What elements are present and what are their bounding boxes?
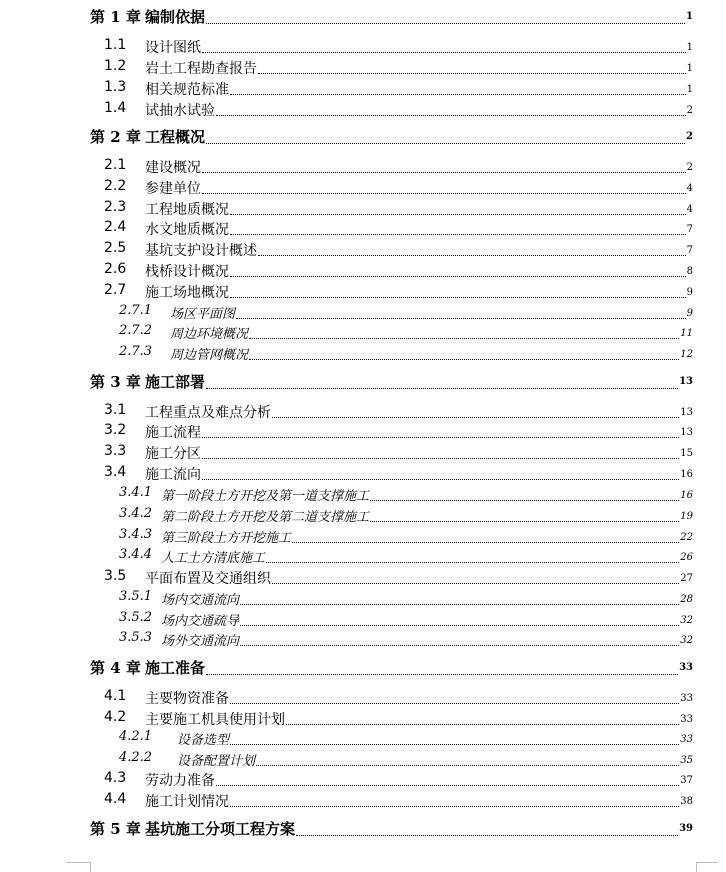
toc-entry-number: 4.4 bbox=[104, 791, 127, 807]
toc-page-number: 12 bbox=[680, 349, 693, 360]
toc-chapter-entry[interactable] bbox=[0, 126, 726, 146]
toc-section-entry[interactable] bbox=[0, 78, 726, 98]
toc-entry-number: 2.7.3 bbox=[119, 344, 153, 359]
toc-entry-title: 主要物资准备 bbox=[145, 691, 229, 707]
toc-dot-leader bbox=[296, 835, 678, 836]
toc-dot-leader bbox=[230, 214, 686, 215]
toc-page-number: 37 bbox=[680, 775, 693, 786]
toc-dot-leader bbox=[240, 625, 679, 626]
toc-section-entry[interactable] bbox=[0, 421, 726, 441]
toc-section-entry[interactable] bbox=[0, 401, 726, 421]
toc-entry-title: 建设概况 bbox=[145, 160, 201, 176]
toc-dot-leader bbox=[206, 674, 678, 675]
toc-section-entry[interactable] bbox=[0, 218, 726, 238]
toc-dot-leader bbox=[230, 297, 686, 298]
toc-page-number: 9 bbox=[686, 308, 693, 319]
toc-page-number: 28 bbox=[680, 594, 693, 605]
toc-subsection-entry[interactable] bbox=[0, 728, 726, 748]
toc-page-number: 4 bbox=[686, 183, 693, 194]
toc-section-entry[interactable] bbox=[0, 156, 726, 176]
toc-chapter-entry[interactable] bbox=[0, 657, 726, 677]
toc-entry-title: 试抽水试验 bbox=[145, 103, 215, 119]
toc-dot-leader bbox=[206, 23, 685, 24]
toc-section-entry[interactable] bbox=[0, 769, 726, 789]
toc-entry-number: 2.3 bbox=[104, 199, 127, 215]
toc-entry-number: 2.5 bbox=[104, 240, 127, 256]
toc-section-entry[interactable] bbox=[0, 687, 726, 707]
toc-entry-number: 第 2 章 bbox=[90, 128, 141, 146]
toc-entry-number: 第 3 章 bbox=[90, 373, 141, 391]
toc-dot-leader bbox=[202, 52, 686, 53]
toc-dot-leader bbox=[266, 562, 679, 563]
toc-chapter-entry[interactable] bbox=[0, 6, 726, 26]
toc-section-entry[interactable] bbox=[0, 36, 726, 56]
toc-dot-leader bbox=[206, 388, 678, 389]
toc-entry-title: 设备选型 bbox=[177, 733, 230, 748]
toc-entry-title: 设计图纸 bbox=[145, 40, 201, 56]
toc-page-number: 26 bbox=[680, 552, 693, 563]
toc-section-entry[interactable] bbox=[0, 281, 726, 301]
toc-dot-leader bbox=[202, 172, 686, 173]
toc-entry-number: 4.2.2 bbox=[119, 750, 153, 765]
toc-dot-leader bbox=[258, 73, 686, 74]
toc-subsection-entry[interactable] bbox=[0, 526, 726, 546]
toc-page-number: 16 bbox=[680, 469, 693, 480]
toc-entry-number: 3.4.4 bbox=[119, 547, 153, 562]
toc-page-number: 7 bbox=[686, 224, 693, 235]
toc-entry-number: 第 4 章 bbox=[90, 659, 141, 677]
toc-entry-title: 周边环境概况 bbox=[170, 327, 249, 342]
toc-entry-number: 第 5 章 bbox=[90, 820, 141, 838]
toc-entry-number: 3.4.3 bbox=[119, 527, 153, 542]
toc-subsection-entry[interactable] bbox=[0, 505, 726, 525]
toc-dot-leader bbox=[216, 115, 686, 116]
toc-page-number: 2 bbox=[686, 162, 693, 173]
toc-page-number: 13 bbox=[680, 407, 693, 418]
toc-dot-leader bbox=[370, 500, 679, 501]
toc-entry-number: 3.5 bbox=[104, 568, 127, 584]
toc-page-number: 38 bbox=[680, 796, 693, 807]
toc-page-number: 22 bbox=[680, 532, 693, 543]
toc-entry-number: 4.3 bbox=[104, 770, 127, 786]
toc-subsection-entry[interactable] bbox=[0, 484, 726, 504]
toc-section-entry[interactable] bbox=[0, 463, 726, 483]
toc-page-number: 1 bbox=[686, 84, 693, 95]
toc-entry-number: 3.4 bbox=[104, 464, 127, 480]
toc-page-number: 19 bbox=[680, 511, 693, 522]
toc-section-entry[interactable] bbox=[0, 708, 726, 728]
toc-page-number: 16 bbox=[680, 490, 693, 501]
toc-page-number: 33 bbox=[680, 734, 693, 745]
toc-entry-title: 第二阶段土方开挖及第二道支撑施工 bbox=[161, 510, 370, 525]
toc-section-entry[interactable] bbox=[0, 198, 726, 218]
toc-page-number: 1 bbox=[686, 11, 693, 22]
toc-subsection-entry[interactable] bbox=[0, 343, 726, 363]
toc-dot-leader bbox=[249, 359, 679, 360]
toc-entry-title: 参建单位 bbox=[145, 181, 201, 197]
toc-section-entry[interactable] bbox=[0, 442, 726, 462]
toc-page-number: 8 bbox=[686, 266, 693, 277]
toc-entry-title: 施工流程 bbox=[145, 425, 201, 441]
toc-entry-title: 施工部署 bbox=[145, 373, 206, 391]
toc-page-number: 7 bbox=[686, 245, 693, 256]
toc-section-entry[interactable] bbox=[0, 239, 726, 259]
toc-entry-title: 施工流向 bbox=[145, 467, 201, 483]
toc-dot-leader bbox=[230, 806, 679, 807]
toc-page-number: 1 bbox=[686, 42, 693, 53]
toc-dot-leader bbox=[202, 479, 679, 480]
toc-dot-leader bbox=[272, 583, 679, 584]
toc-entry-title: 工程重点及难点分析 bbox=[145, 405, 271, 421]
toc-entry-title: 施工分区 bbox=[145, 446, 201, 462]
toc-entry-title: 水文地质概况 bbox=[145, 222, 229, 238]
toc-entry-title: 劳动力准备 bbox=[145, 773, 215, 789]
crop-mark-left-vertical bbox=[90, 862, 91, 872]
toc-section-entry[interactable] bbox=[0, 260, 726, 280]
toc-entry-title: 场内交通疏导 bbox=[161, 614, 240, 629]
toc-page-number: 1 bbox=[686, 63, 693, 74]
toc-page-number: 2 bbox=[686, 131, 693, 142]
toc-dot-leader bbox=[202, 458, 679, 459]
toc-entry-number: 1.4 bbox=[104, 100, 127, 116]
toc-page-number: 13 bbox=[680, 427, 693, 438]
toc-dot-leader bbox=[236, 318, 686, 319]
toc-page-number: 33 bbox=[679, 662, 693, 673]
toc-entry-number: 4.2 bbox=[104, 709, 127, 725]
toc-subsection-entry[interactable] bbox=[0, 546, 726, 566]
toc-page-number: 35 bbox=[680, 755, 693, 766]
crop-mark-right-horizontal bbox=[696, 862, 718, 863]
toc-entry-number: 3.1 bbox=[104, 402, 127, 418]
toc-page-number: 4 bbox=[686, 204, 693, 215]
toc-entry-title: 主要施工机具使用计划 bbox=[145, 712, 285, 728]
toc-dot-leader bbox=[286, 724, 679, 725]
toc-entry-number: 2.4 bbox=[104, 219, 127, 235]
toc-entry-number: 4.2.1 bbox=[119, 729, 153, 744]
toc-entry-title: 施工计划情况 bbox=[145, 794, 229, 810]
toc-entry-title: 人工土方清底施工 bbox=[161, 551, 266, 566]
toc-section-entry[interactable] bbox=[0, 790, 726, 810]
toc-section-entry[interactable] bbox=[0, 177, 726, 197]
toc-entry-title: 栈桥设计概况 bbox=[145, 264, 229, 280]
toc-page-number: 13 bbox=[679, 376, 693, 387]
toc-page-number: 32 bbox=[680, 615, 693, 626]
toc-entry-number: 3.3 bbox=[104, 443, 127, 459]
toc-subsection-entry[interactable] bbox=[0, 749, 726, 769]
toc-entry-title: 第三阶段土方开挖施工 bbox=[161, 531, 292, 546]
toc-entry-title: 场外交通流向 bbox=[161, 634, 240, 649]
toc-entry-title: 工程地质概况 bbox=[145, 202, 229, 218]
toc-entry-number: 2.7.1 bbox=[119, 303, 153, 318]
toc-page-number: 27 bbox=[680, 573, 693, 584]
toc-page-number: 2 bbox=[686, 105, 693, 116]
toc-entry-number: 2.6 bbox=[104, 261, 127, 277]
toc-page-number: 33 bbox=[680, 693, 693, 704]
toc-page-number: 9 bbox=[686, 287, 693, 298]
toc-entry-title: 基坑支护设计概述 bbox=[145, 243, 257, 259]
toc-entry-number: 1.2 bbox=[104, 58, 127, 74]
toc-entry-number: 3.2 bbox=[104, 422, 127, 438]
toc-subsection-entry[interactable] bbox=[0, 629, 726, 649]
toc-dot-leader bbox=[230, 234, 686, 235]
toc-entry-number: 1.3 bbox=[104, 79, 127, 95]
toc-subsection-entry[interactable] bbox=[0, 588, 726, 608]
toc-entry-number: 3.4.1 bbox=[119, 485, 153, 500]
toc-entry-title: 施工准备 bbox=[145, 659, 206, 677]
crop-mark-right-vertical bbox=[696, 862, 697, 872]
toc-entry-title: 场区平面图 bbox=[170, 307, 236, 322]
toc-dot-leader bbox=[256, 765, 679, 766]
toc-entry-number: 2.7.2 bbox=[119, 323, 153, 338]
toc-entry-title: 编制依据 bbox=[145, 8, 206, 26]
toc-chapter-entry[interactable] bbox=[0, 818, 726, 838]
toc-dot-leader bbox=[240, 645, 679, 646]
toc-subsection-entry[interactable] bbox=[0, 302, 726, 322]
toc-entry-title: 岩土工程勘查报告 bbox=[145, 61, 257, 77]
toc-entry-number: 3.5.1 bbox=[119, 589, 153, 604]
toc-dot-leader bbox=[202, 193, 686, 194]
toc-page-number: 15 bbox=[680, 448, 693, 459]
toc-dot-leader bbox=[370, 521, 679, 522]
toc-entry-number: 第 1 章 bbox=[90, 8, 141, 26]
toc-entry-number: 2.2 bbox=[104, 178, 127, 194]
toc-entry-number: 4.1 bbox=[104, 688, 127, 704]
toc-entry-number: 2.1 bbox=[104, 157, 127, 173]
toc-entry-number: 3.4.2 bbox=[119, 506, 153, 521]
toc-entry-title: 工程概况 bbox=[145, 128, 206, 146]
toc-entry-number: 2.7 bbox=[104, 282, 127, 298]
toc-section-entry[interactable] bbox=[0, 57, 726, 77]
toc-dot-leader bbox=[230, 744, 679, 745]
toc-dot-leader bbox=[230, 703, 679, 704]
toc-entry-title: 周边管网概况 bbox=[170, 348, 249, 363]
toc-entry-title: 第一阶段土方开挖及第一道支撑施工 bbox=[161, 489, 370, 504]
toc-dot-leader bbox=[230, 276, 686, 277]
toc-entry-title: 平面布置及交通组织 bbox=[145, 571, 271, 587]
toc-dot-leader bbox=[240, 604, 679, 605]
toc-dot-leader bbox=[202, 437, 679, 438]
toc-dot-leader bbox=[249, 338, 679, 339]
toc-page-number: 39 bbox=[679, 823, 693, 834]
toc-dot-leader bbox=[216, 785, 679, 786]
toc-entry-title: 场内交通流向 bbox=[161, 593, 240, 608]
toc-subsection-entry[interactable] bbox=[0, 322, 726, 342]
toc-page-number: 33 bbox=[680, 714, 693, 725]
toc-dot-leader bbox=[206, 143, 685, 144]
toc-entry-number: 1.1 bbox=[104, 37, 127, 53]
toc-entry-number: 3.5.2 bbox=[119, 610, 153, 625]
toc-dot-leader bbox=[258, 255, 686, 256]
toc-dot-leader bbox=[230, 94, 686, 95]
toc-section-entry[interactable] bbox=[0, 567, 726, 587]
toc-entry-number: 3.5.3 bbox=[119, 630, 153, 645]
toc-page-number: 32 bbox=[680, 635, 693, 646]
toc-dot-leader bbox=[292, 542, 679, 543]
toc-page-number: 11 bbox=[680, 328, 693, 339]
toc-entry-title: 基坑施工分项工程方案 bbox=[145, 820, 296, 838]
crop-mark-left-horizontal bbox=[66, 862, 90, 863]
toc-entry-title: 相关规范标准 bbox=[145, 82, 229, 98]
toc-entry-title: 施工场地概况 bbox=[145, 285, 229, 301]
toc-subsection-entry[interactable] bbox=[0, 609, 726, 629]
toc-chapter-entry[interactable] bbox=[0, 371, 726, 391]
toc-section-entry[interactable] bbox=[0, 99, 726, 119]
toc-dot-leader bbox=[272, 417, 679, 418]
toc-entry-title: 设备配置计划 bbox=[177, 754, 256, 769]
